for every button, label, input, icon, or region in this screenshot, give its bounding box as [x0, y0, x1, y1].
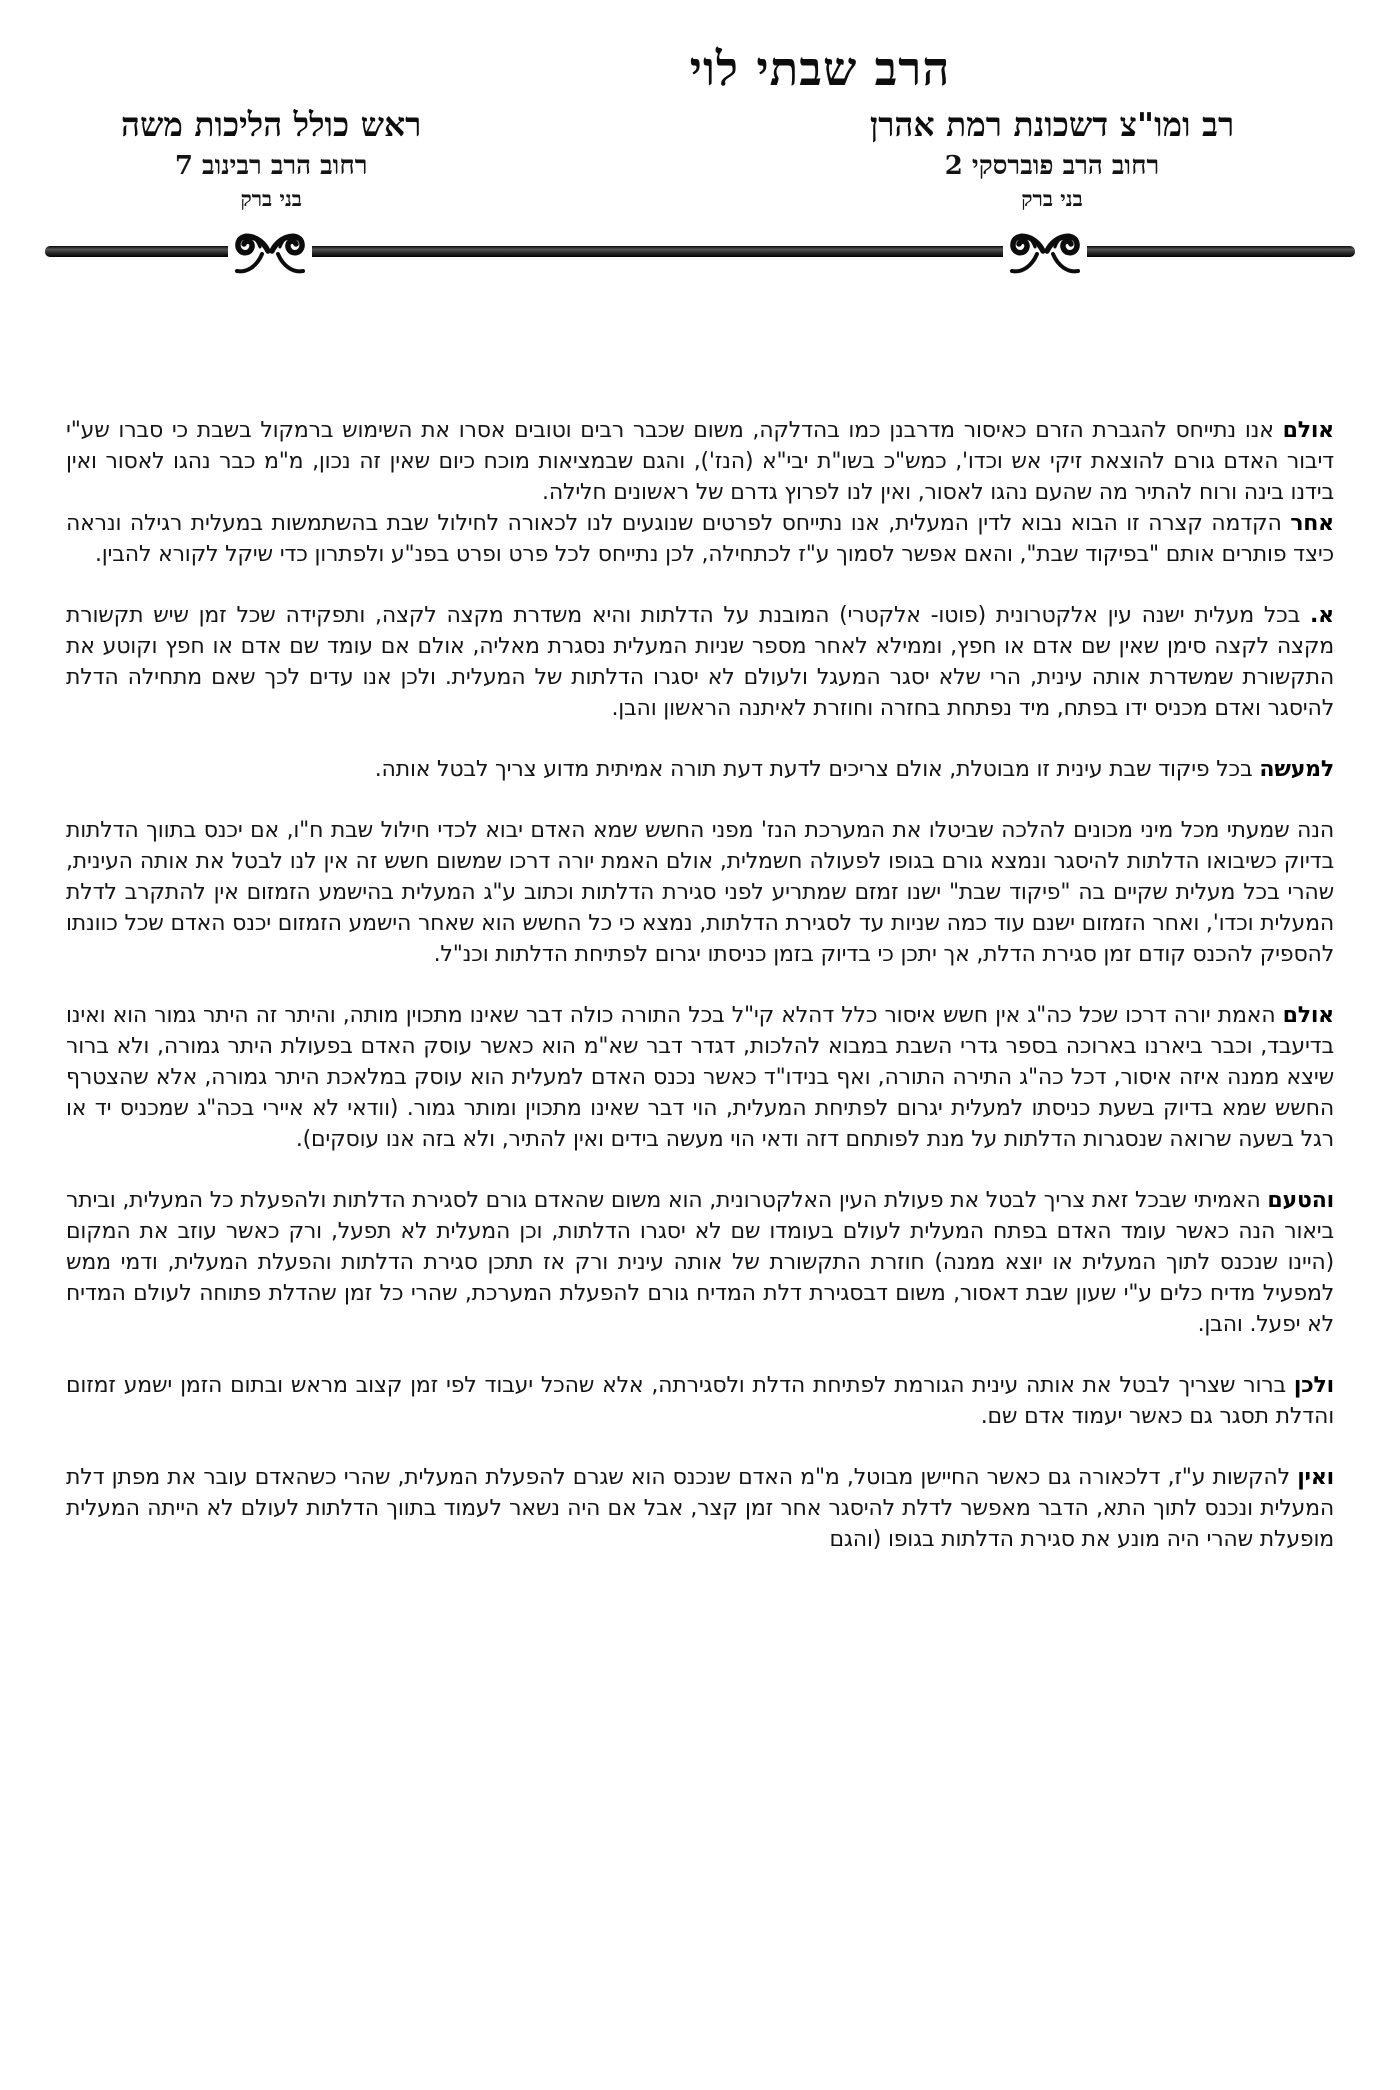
- paragraph-lead: למעשה: [1259, 756, 1334, 782]
- paragraph: א. בכל מעלית ישנה עין אלקטרונית (פוטו- אלקטרי) המובנת על הדלתות והיא משדרת מקצה לקצה, ותפקידה שכל זמן שיש תקשורת מקצה לקצה סימן שאין שם אדם או חפץ, וממילא לאחר מספר שניות המעלית נסגרת מאליה, אולם אם עומד שם אדם או חפץ וקוטע את התקשורת שמשדרת אותה עינית, הרי שלא יסגר המעגל ולעולם לא יסגרו הדלתות של המעלית. ולכן אנו עדים לכך שאם מתחילה הדלת להיסגר ואדם מכניס ידו בפתח, מיד נפתחת בחזרה וחוזרת לאיתנה הראשון והבן.: [66, 602, 1334, 721]
- paragraph: אולם האמת יורה דרכו שכל כה"ג אין חשש איסור כלל דהלא קי"ל בכל התורה כולה דבר שאינו מתכוין מותה, והיתר זה היתר גמור הוא ואינו בדיעבד, וכבר ביארנו בארוכה בספר גדרי השבת במבוא להלכות, דגדר דבר שא"מ הוא כאשר עוסק האדם בפעולת היתר גמורה, ולא ברור שיצא ממנה איזה איסור, דכל כה"ג התירה התורה, ואף בנידו"ד כאשר נכנס האדם למעלית הוא עוסק במלאכת היתר גמורה, אלא שהצטרף החשש שמא בדיוק בשעת כניסתו למעלית יגרום לפתיחת המעלית, הוי דבר שאינו מתכוין ומותר גמור. (וודאי לא איירי בכה"ג שמכניס יד או רגל בשעה שרואה שנסגרות הדלתות על מנת לפותחם דזה ודאי הוי מעשה בידים ואין להתיר, ולא בזה אנו עוסקים).: [66, 1002, 1334, 1152]
- paragraph: הנה שמעתי מכל מיני מכונים להלכה שביטלו את המערכת הנז' מפני החשש שמא האדם יבוא לכדי חילול שבת ח"ו, אם יכנס בתווך הדלתות בדיוק כשיבואו הדלתות להיסגר ונמצא גורם בגופו לפעולה חשמלית, אולם האמת יורה דרכו שמשום חשש זה אין לנו לבטל את אותה העינית, שהרי בכל מעלית שקיים בה "פיקוד שבת" ישנו זמזם שמתריע לפני סגירת הדלתות וכתוב ע"ג המעלית בהישמע הזמזום אין להתקרב לדלת המעלית וכדו', ואחר הזמזום ישנם עוד כמה שניות עד לסגירת הדלתות, נמצא כי כל החשש הוא שאחר הישמע הזמזום יכנס האדם שכל כוונתו להספיק להכנס קודם זמן סגירת הדלת, אך יתכן כי בדיוק בזמן כניסתו יגרום לפתיחת הדלתות וכנ"ל.: [66, 817, 1334, 967]
- right-address: רחוב הרב פוברסקי 2: [944, 150, 1160, 181]
- paragraph: אולם אנו נתייחס להגברת הזרם כאיסור מדרבנן כמו בהדלקה, משום שכבר רבים וטובים אסרו את השימוש ברמקול בשבת כי סברו שע"י דיבור האדם גורם להוצאת זיקי אש וכדו', כמש"כ בשו"ת יבי"א (הנז'), והגם שבמציאות מוכח כיום שאין זה נכון, מ"מ כבר נהגו לאסור ואין בידנו בינה ורוח להתיר מה שהעם נהגו לאסור, ואין לנו לפרוץ גדרם של ראשונים חלילה.: [66, 417, 1334, 505]
- paragraph: ולכן ברור שצריך לבטל את אותה עינית הגורמת לפתיחת הדלת ולסגירתה, אלא שהכל יעבוד לפי זמן קצוב מראש ובתום הזמן ישמע זמזום והדלת תסגר גם כאשר יעמוד אדם שם.: [66, 1372, 1334, 1429]
- left-role: ראש כולל הליכות משה: [121, 105, 422, 144]
- paragraph-lead: אולם: [1282, 417, 1334, 443]
- paragraph: אחר הקדמה קצרה זו הבוא נבוא לדין המעלית, אנו נתייחס לפרטים שנוגעים לנו לכאורה לחילול שבת בהשתמשות במעלית רגילה ונראה כיצד פותרים אותם "בפיקוד שבת", והאם אפשר לסמוך ע"ז לכתחילה, לכן נתייחס לכל פרט ופרט בפנ"ע ולפתרון כדי שיקל לקורא להבין.: [66, 510, 1334, 567]
- paragraph-lead: אחר: [1290, 510, 1334, 536]
- paragraph-lead: אולם: [1282, 1002, 1334, 1028]
- letter-body: [0, 415, 1400, 1555]
- letterhead-right-column: [764, 103, 1340, 213]
- letterhead: [0, 0, 1400, 277]
- paragraph-lead: ולכן: [1293, 1372, 1334, 1398]
- left-address: רחוב הרב רבינוב 7: [174, 150, 368, 181]
- paragraph-lead: א.: [1310, 602, 1334, 628]
- paragraph-lead: ואין: [1297, 1464, 1334, 1490]
- left-city: בני ברק: [240, 185, 302, 211]
- paragraph: למעשה בכל פיקוד שבת עינית זו מבוטלת, אולם צריכים לדעת דעת תורה אמיתית מדוע צריך לבטל אותה.: [374, 756, 1334, 782]
- paragraph: ואין להקשות ע"ז, דלכאורה גם כאשר החיישן מבוטל, מ"מ האדם שנכנס הוא שגרם להפעלת המעלית, שהרי כשהאדם עובר את מפתן דלת המעלית ונכנס לתוך התא, הדבר מאפשר לדלת להיסגר אחר זמן קצר, אבל אם היה נשאר לעמוד בתווך הדלתות לעולם לא הייתה המעלית מופעלת שהרי היה מונע את סגירת הדלתות בגופו (והגם: [66, 1464, 1334, 1552]
- page-title: הרב שבתי לוי: [689, 42, 951, 97]
- body-paragraphs: [66, 415, 1334, 1555]
- letterhead-left-column: [60, 103, 482, 213]
- right-role: רב ומו"צ דשכונת רמת אהרן: [869, 105, 1235, 144]
- ornamental-divider: [45, 227, 1355, 277]
- paragraph: והטעם האמיתי שבכל זאת צריך לבטל את פעולת העין האלקטרונית, הוא משום שהאדם גורם לסגירת הדלתות ולהפעלת כל המעלית, וביתר ביאור הנה כאשר עומד האדם בפתח המעלית לעולם בעומדו שם לא יסגרו הדלתות, וכן המעלית לא תפעל, ורק כאשר עוזב את המקום (היינו שנכנס לתוך המעלית או יוצא ממנה) חוזרת התקשורת של אותה עינית ורק אז תתכן סגירת הדלתות והפעלת המעלית, ודמי ממש למפעיל מדיח כלים ע"י שעון שבת דאסור, משום דבסגירת דלת המדיח גורם להפעלת המערכת, שהרי כל זמן שהדלת פתוחה לעולם המדיח לא יפעל. והבן.: [66, 1187, 1334, 1337]
- right-city: בני ברק: [1021, 185, 1083, 211]
- divider-rule-icon: [45, 227, 1355, 277]
- paragraph-lead: והטעם: [1267, 1187, 1334, 1213]
- letterhead-columns: [0, 97, 1400, 213]
